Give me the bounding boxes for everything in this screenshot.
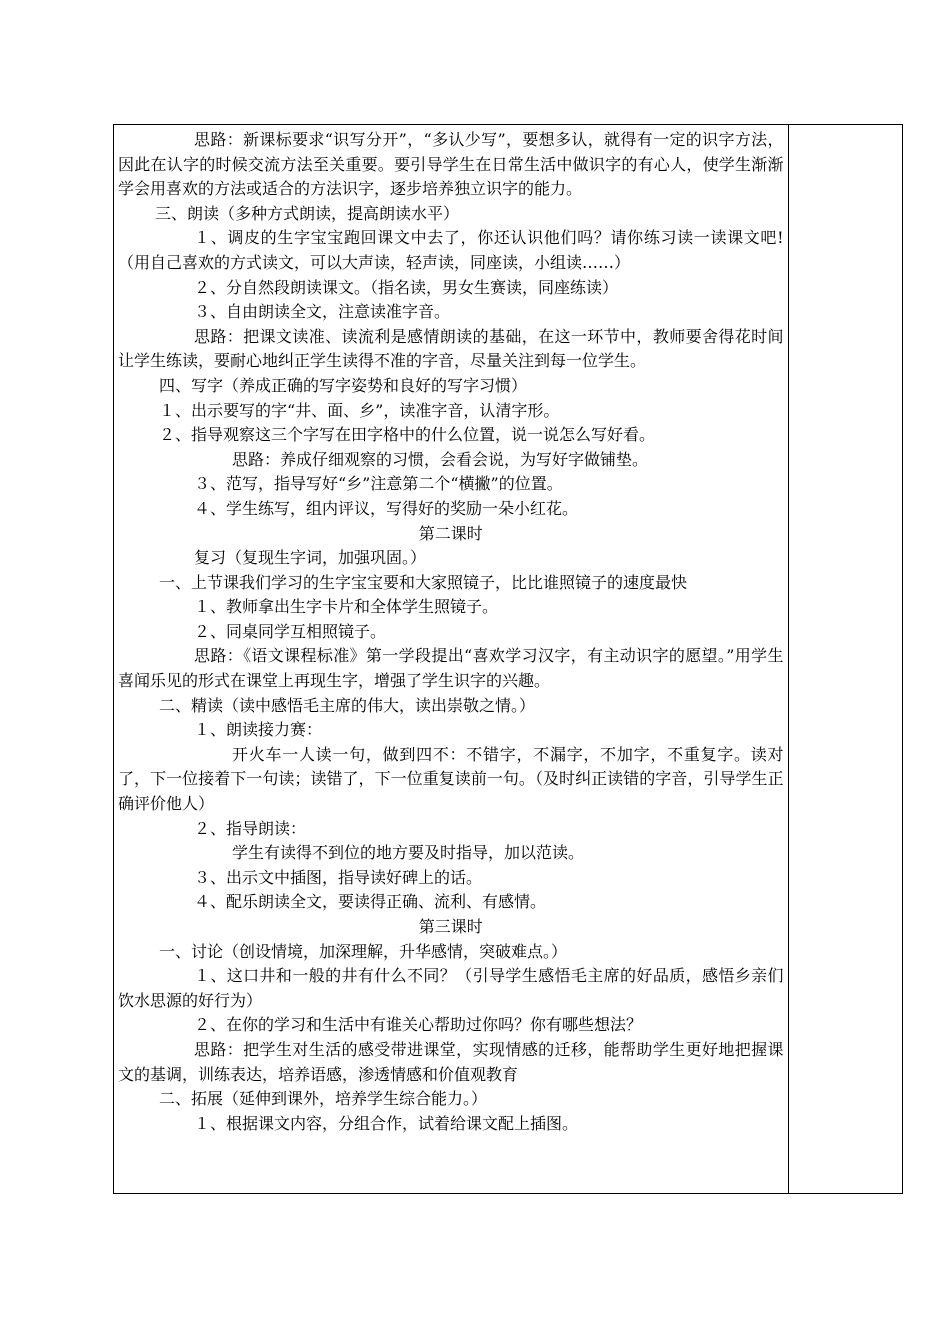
paragraph: 四、写字（养成正确的写字姿势和良好的写字习惯）: [159, 375, 528, 395]
paragraph: １、调皮的生字宝宝跑回课文中去了，你还认识他们吗？请你练习读一读课文吧!（用自己喜欢的方式读文，可以大声读，轻声读，同座读，小组读……）: [118, 228, 784, 272]
paragraph: 二、精读（读中感悟毛主席的伟大，读出崇敬之情。）: [159, 695, 536, 715]
paragraph: ３、出示文中插图，指导读好碑上的话。: [194, 867, 483, 887]
lesson-content: [114, 125, 788, 1136]
paragraph: ４、学生练写，组内评议，写得好的奖励一朵小红花。: [194, 498, 579, 518]
lesson-plan-table: [113, 124, 903, 1194]
paragraph: ２、指导观察这三个字写在田字格中的什么位置，说一说怎么写好看。: [159, 425, 656, 445]
paragraph: 思路：新课标要求“识写分开”，“多认少写”，要想多认，就得有一定的识字方法，因此在认字的时候交流方法至关重要。要引导学生在日常生活中做识字的有心人，使学生渐渐学会用喜欢的方法或适合的方法识字，逐步培养独立识字的能力。: [118, 130, 784, 199]
section-heading: 第二课时: [418, 523, 483, 543]
paragraph: 开火车一人读一句，做到四不：不错字，不漏字，不加字，不重复字。读对了，下一位接着下一句读；读错了，下一位重复读前一句。（及时纠正读错的字音，引导学生正确评价他人）: [118, 744, 784, 814]
paragraph: 一、上节课我们学习的生字宝宝要和大家照镜子，比比谁照镜子的速度最快: [159, 572, 688, 592]
paragraph: １、出示要写的字“井、面、乡”，读准字音，认清字形。: [159, 400, 560, 420]
paragraph: 学生有读得不到位的地方要及时指导，加以范读。: [232, 843, 585, 863]
paragraph: 二、拓展（延伸到课外，培养学生综合能力。）: [159, 1089, 488, 1109]
paragraph: 思路：养成仔细观察的习惯，会看会说，为写好字做铺垫。: [232, 449, 649, 469]
paragraph: ２、同桌同学互相照镜子。: [194, 621, 387, 641]
paragraph: ３、自由朗读全文，注意读准字音。: [194, 302, 451, 322]
paragraph: 思路：把学生对生活的感受带进课堂，实现情感的迁移，能帮助学生更好地把握课文的基调，训练表达，培养语感，渗透情感和价值观教育: [118, 1039, 784, 1084]
paragraph: １、教师拿出生字卡片和全体学生照镜子。: [194, 597, 499, 617]
paragraph: 复习（复现生字词，加强巩固。）: [194, 548, 427, 568]
paragraph: ３、范写，指导写好“乡”注意第二个“横撇”的位置。: [194, 474, 563, 494]
paragraph: １、根据课文内容，分组合作，试着给课文配上插图。: [194, 1113, 579, 1133]
paragraph: １、这口井和一般的井有什么不同？（引导学生感悟毛主席的好品质，感悟乡亲们饮水思源的好行为）: [118, 966, 784, 1010]
paragraph: 三、朗读（多种方式朗读，提高朗读水平）: [155, 203, 460, 223]
paragraph: ２、指导朗读：: [194, 818, 307, 838]
paragraph: 思路：把课文读准、读流利是感情朗读的基础，在这一环节中，教师要舍得花时间让学生练读，要耐心地纠正学生读得不准的字音，尽量关注到每一位学生。: [118, 326, 784, 371]
paragraph: 思路：《语文课程标准》第一学段提出“喜欢学习汉字，有主动识字的愿望。”用学生喜闻乐见的形式在课堂上再现生字，增强了学生识字的兴趣。: [118, 646, 784, 691]
section-heading: 第三课时: [418, 917, 483, 936]
paragraph: １、朗读接力赛：: [194, 720, 323, 740]
paragraph: ２、在你的学习和生活中有谁关心帮助过你吗？你有哪些想法？: [194, 1015, 643, 1035]
paragraph: 一、讨论（创设情境，加深理解，升华感情，突破难点。）: [159, 941, 568, 961]
paragraph: ４、配乐朗读全文，要读得正确、流利、有感情。: [194, 892, 547, 912]
paragraph: ２、分自然段朗读课文。（指名读，男女生赛读，同座练读）: [194, 277, 619, 297]
lesson-content-cell: [114, 125, 789, 1194]
notes-column-cell: [788, 125, 902, 1194]
